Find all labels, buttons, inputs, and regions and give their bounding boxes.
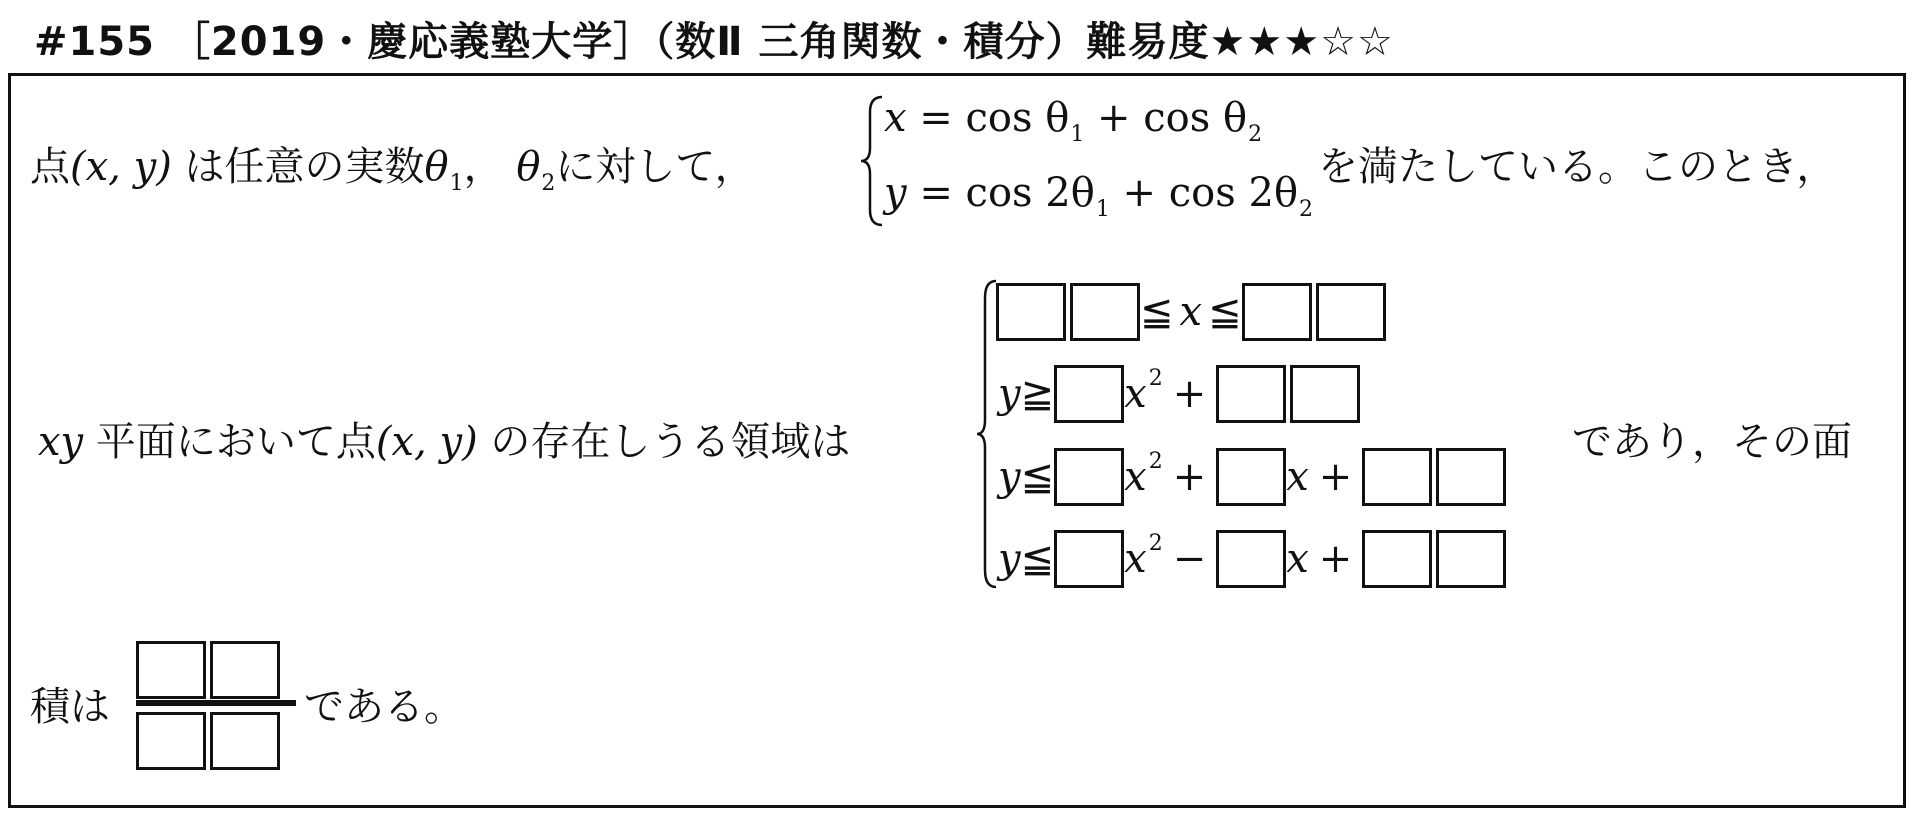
text-area-is: 積は [30,684,110,730]
problem-line-2 [38,410,850,467]
answer-box[interactable] [210,641,280,699]
answer-box[interactable] [136,712,206,770]
answer-box[interactable] [1216,365,1286,423]
answer-box[interactable] [1436,448,1506,506]
fraction-bar [136,700,296,706]
inequality-row-3: y ≦ x 2 + x + [998,445,1506,509]
inequality-row-2: y ≧ x 2 + [998,362,1360,426]
answer-box[interactable] [210,712,280,770]
answer-box[interactable] [1216,448,1286,506]
theta-2: θ [516,144,541,190]
theta-2-subscript: 2 [541,171,556,196]
comma: ， [463,144,504,190]
text-arbitrary-real: は任意の実数 [184,144,425,190]
answer-box[interactable] [1216,530,1286,588]
fraction-denominator [136,712,280,770]
point-xy-2: (x, y) [375,419,478,465]
fraction-numerator [136,641,280,699]
inequality-row-4: y ≦ x 2 − x + [998,527,1506,591]
problem-line-1 [30,135,755,196]
text-and-area: であり，その面 [1572,419,1852,465]
answer-box[interactable] [1362,448,1432,506]
answer-box[interactable] [1054,365,1124,423]
text-end: である。 [304,684,464,730]
answer-box[interactable] [1290,365,1360,423]
inequality-row-1: ≦ x ≦ [996,280,1386,344]
answer-box[interactable] [136,641,206,699]
answer-box[interactable] [1054,530,1124,588]
text-plane-point: 平面において点 [95,419,376,465]
problem-title: #155 ［2019・慶応義塾大学］（数Ⅱ 三角関数・積分）難易度★★★☆☆ [34,19,1394,65]
text-point-label: 点 [30,144,70,190]
text-satisfy: を満たしている。このとき， [1318,144,1837,190]
text-for: に対して， [555,144,755,190]
answer-box[interactable] [1054,448,1124,506]
answer-box[interactable] [1362,530,1432,588]
equation-x: $x = \cos \theta_1 + \cos \theta_2$ [884,95,1263,147]
equation-y: $y = \cos 2\theta_1 + \cos 2\theta_2$ [884,170,1314,222]
answer-box[interactable] [996,283,1066,341]
xy-plane: xy [38,419,84,465]
answer-box[interactable] [1436,530,1506,588]
theta-1: θ [424,144,449,190]
answer-box[interactable] [1242,283,1312,341]
answer-box[interactable] [1070,283,1140,341]
answer-box[interactable] [1316,283,1386,341]
theta-1-subscript: 1 [449,171,464,196]
point-xy: (x, y) [70,144,172,190]
text-region: の存在しうる領域は [490,419,851,465]
